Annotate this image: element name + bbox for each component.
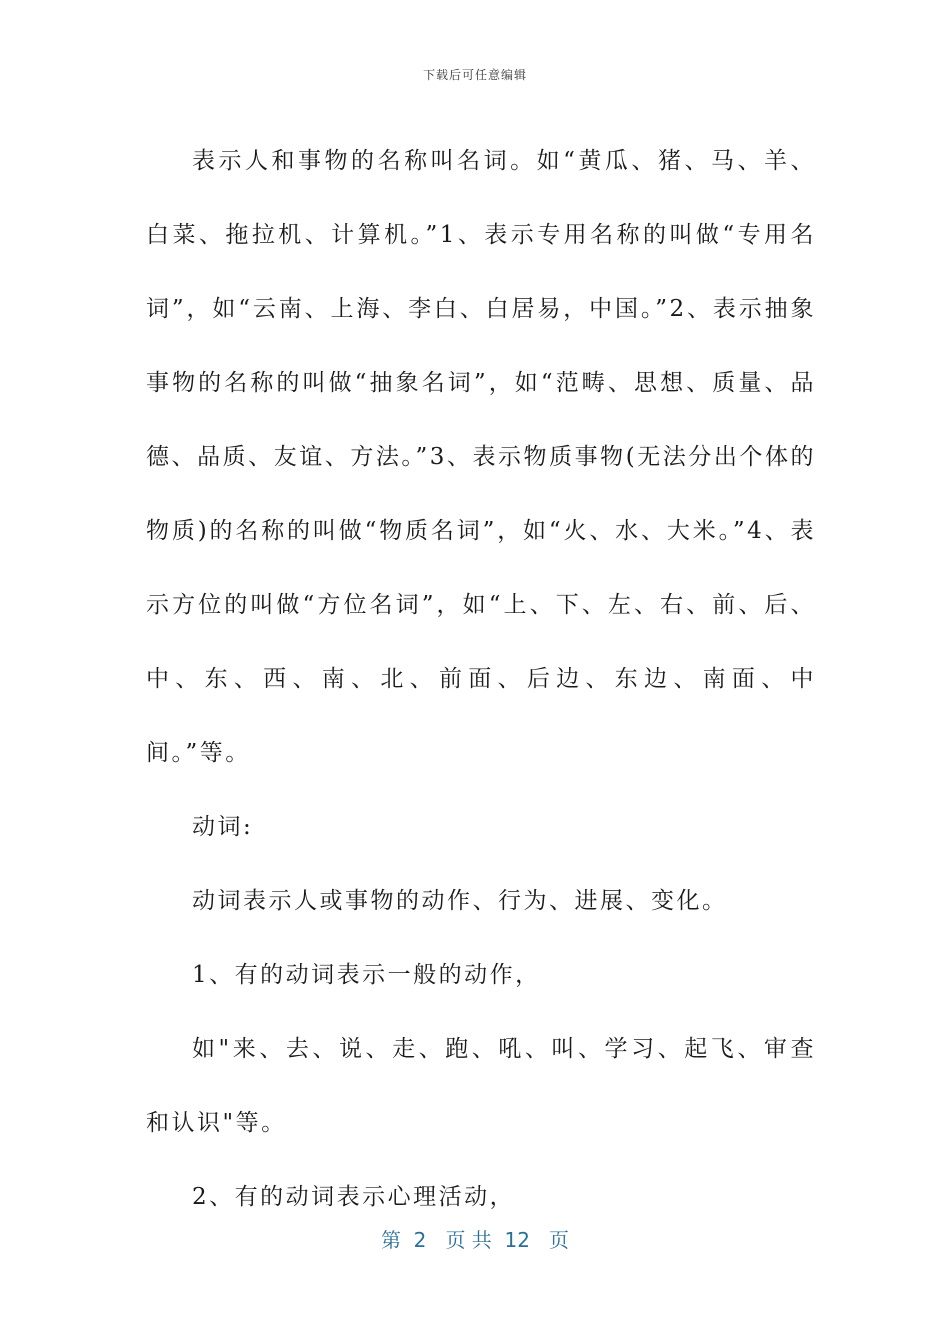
paragraph-verbs-examples: 如"来、去、说、走、跑、吼、叫、学习、起飞、审查和认识"等。 (146, 1036, 816, 1136)
page-number-footer: 第 2 页 共 12 页 (380, 1228, 570, 1252)
paragraph-verbs-item-1: 1、有的动词表示一般的动作， (192, 962, 541, 988)
paragraph-verbs-item-2: 2、有的动词表示心理活动， (192, 1184, 516, 1210)
paragraph-verbs-definition: 动词表示人或事物的动作、行为、进展、变化。 (192, 888, 728, 914)
paragraph-verbs-heading: 动词: (192, 814, 254, 840)
header-note: 下载后可任意编辑 (422, 68, 527, 82)
document-body (146, 124, 816, 1234)
paragraph-nouns: 表示人和事物的名称叫名词。如“黄瓜、猪、马、羊、白菜、拖拉机、计算机。”1、表示专用名称的叫做“专用名词”，如“云南、上海、李白、白居易，中国。”2、表示抽象事物的名称的叫做“抽象名词”，如“范畴、思想、质量、品德、品质、友谊、方法。”3、表示物质事物(无法分出个体的物质)的名称的叫做“物质名词”，如“火、水、大米。”4、表示方位的叫做“方位名词”，如“上、下、左、右、前、后、中、东、西、南、北、前面、后边、东边、南面、中间。”等。 (146, 148, 816, 766)
